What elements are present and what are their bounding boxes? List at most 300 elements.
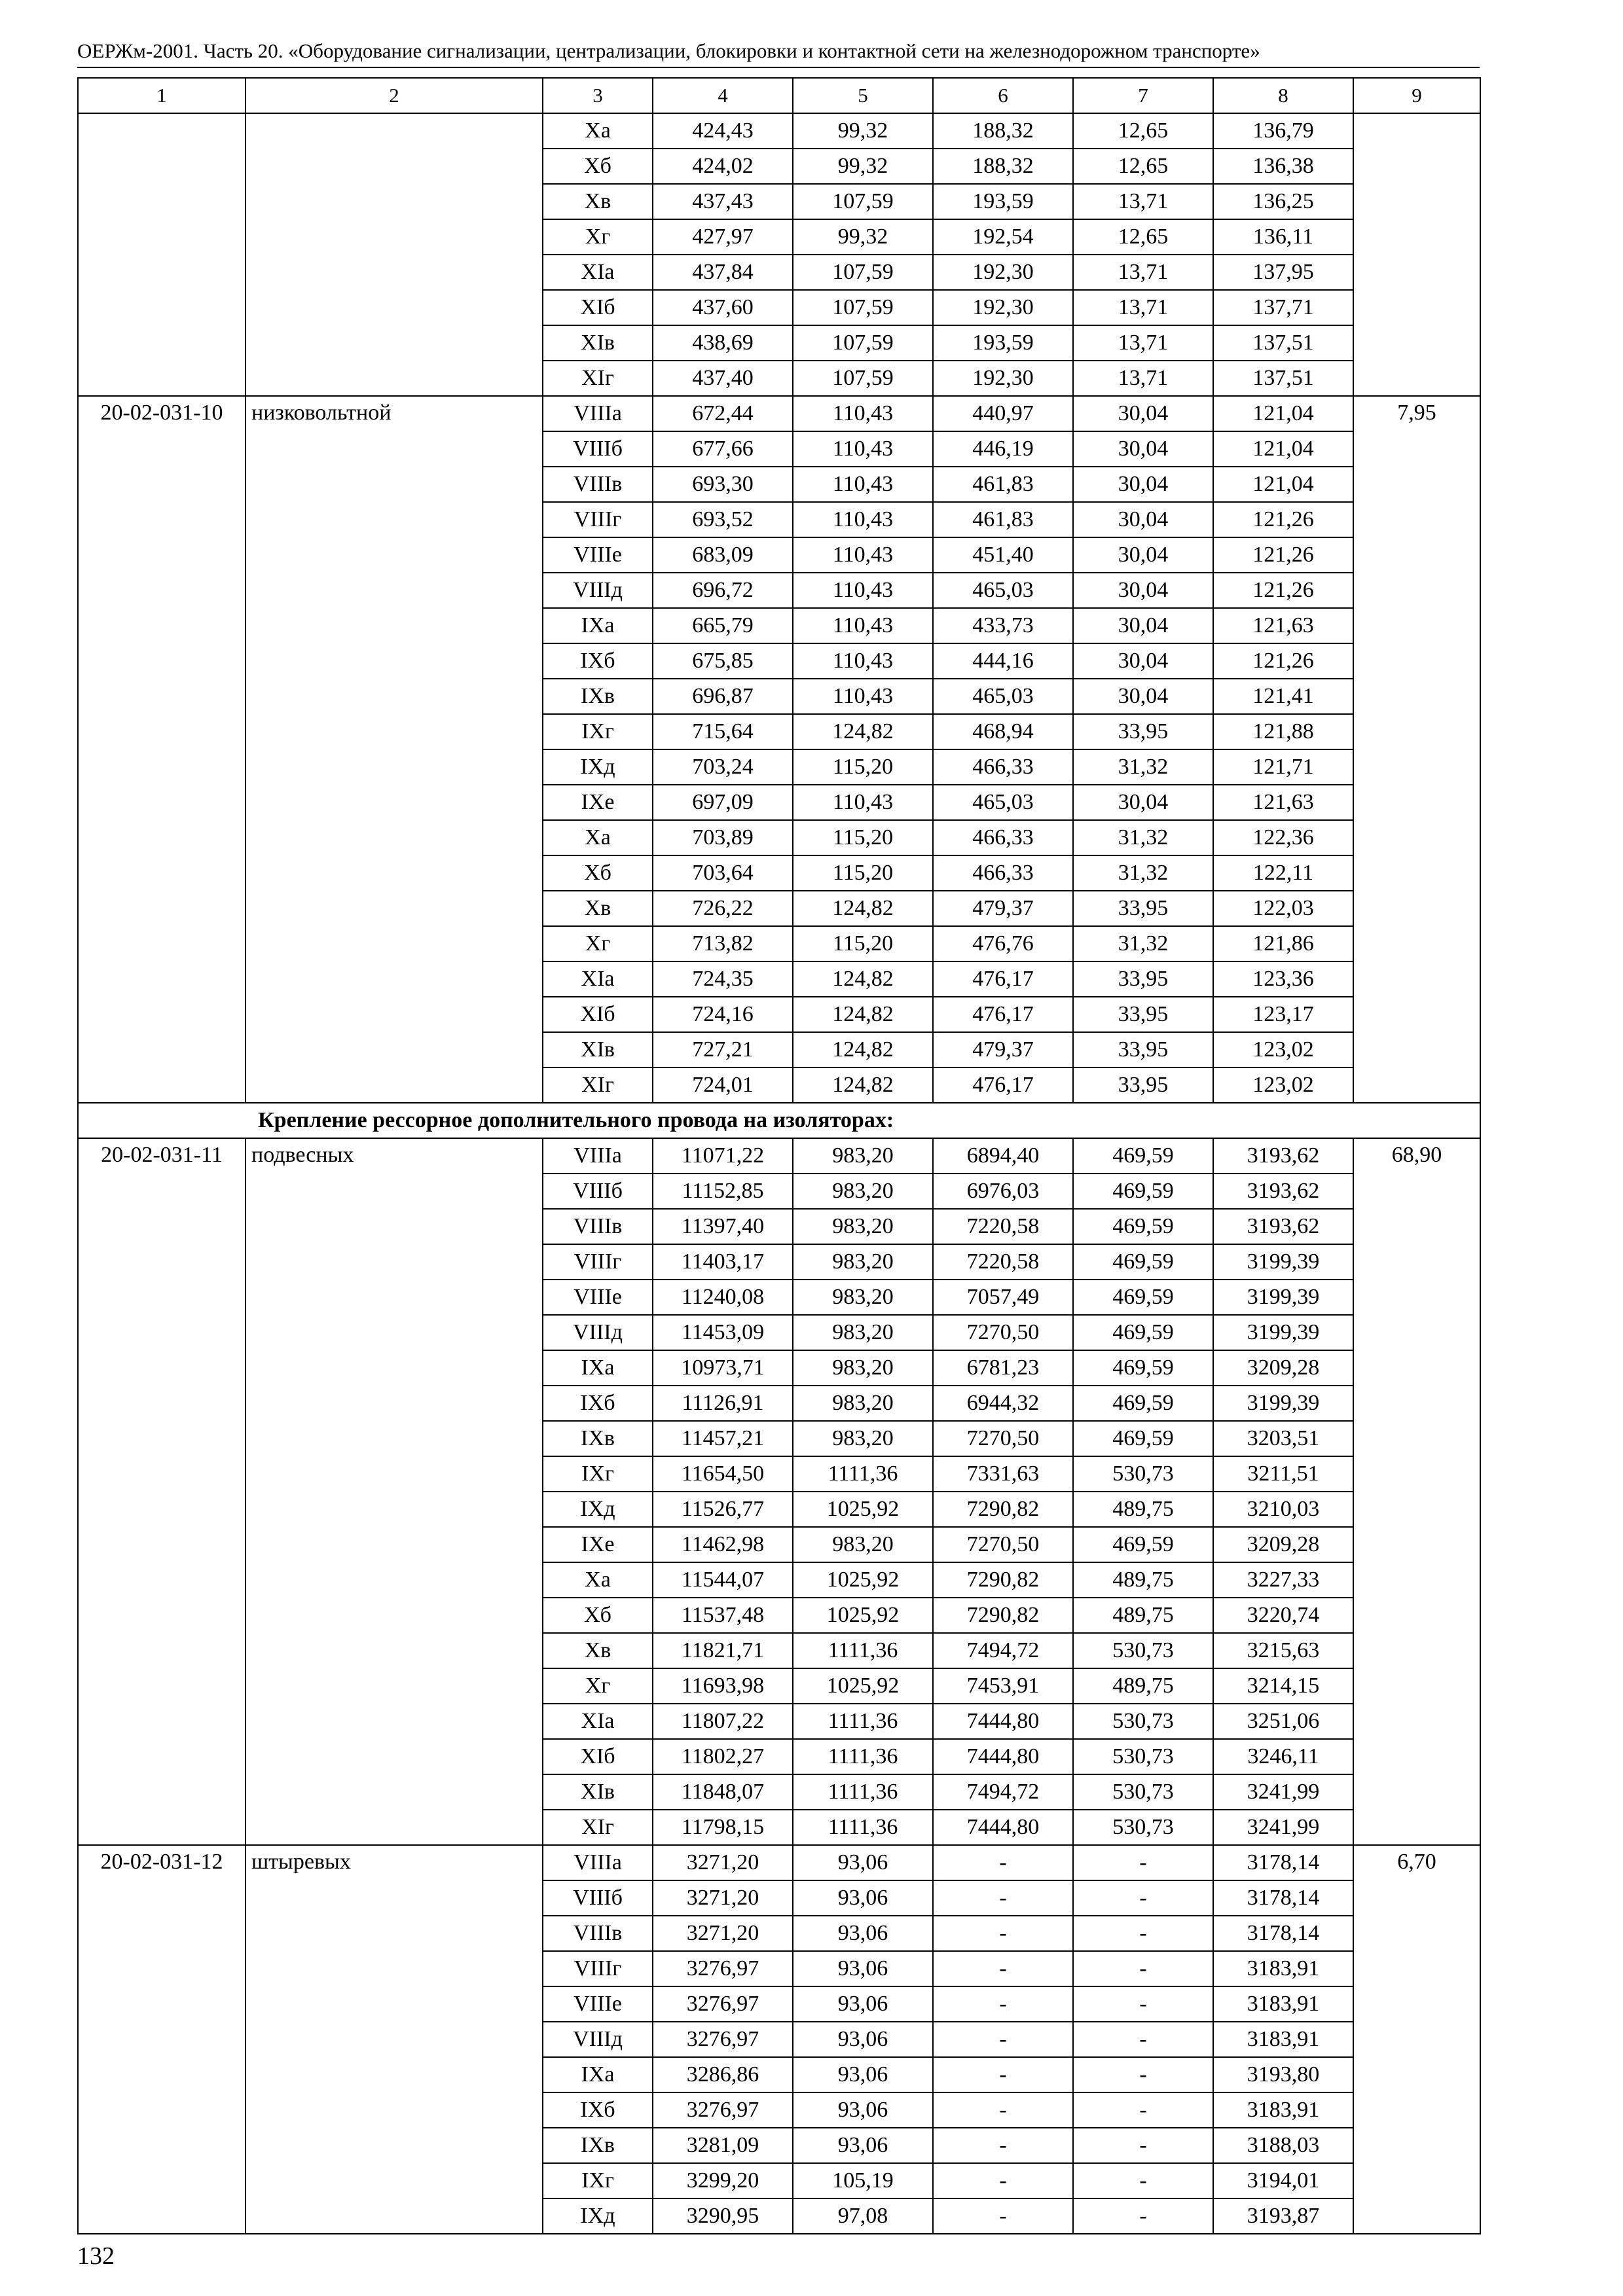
cell-col-8: 122,03 — [1213, 891, 1353, 926]
cell-col-3: VIIIб — [543, 1880, 653, 1916]
cell-col-6: 466,33 — [933, 820, 1073, 855]
cell-col-8: 136,25 — [1213, 184, 1353, 219]
cell-col-3: VIIIe — [543, 537, 653, 573]
cell-col-6: 193,59 — [933, 184, 1073, 219]
cell-col-8: 3209,28 — [1213, 1527, 1353, 1562]
cell-col-6: 451,40 — [933, 537, 1073, 573]
cell-col-8: 3199,39 — [1213, 1386, 1353, 1421]
cell-col-7: 530,73 — [1073, 1633, 1213, 1668]
cell-col-4: 11152,85 — [653, 1174, 793, 1209]
cell-col-6: 465,03 — [933, 679, 1073, 714]
cell-col-5: 983,20 — [793, 1174, 933, 1209]
cell-col-4: 665,79 — [653, 608, 793, 643]
cell-col-3: Xг — [543, 219, 653, 255]
cell-col-6: 6781,23 — [933, 1350, 1073, 1386]
cell-col-6: 6976,03 — [933, 1174, 1073, 1209]
cell-col-8: 3215,63 — [1213, 1633, 1353, 1668]
cell-col-7: 489,75 — [1073, 1598, 1213, 1633]
cell-col-6: - — [933, 1986, 1073, 2022]
cell-col-3: VIIIa — [543, 1138, 653, 1174]
column-header-8: 8 — [1213, 78, 1353, 113]
cell-col-4: 11240,08 — [653, 1280, 793, 1315]
cell-col-7: 469,59 — [1073, 1421, 1213, 1456]
item-code — [78, 113, 246, 396]
cell-col-5: 1111,36 — [793, 1739, 933, 1774]
cell-col-3: XIг — [543, 1810, 653, 1845]
cell-col-4: 3271,20 — [653, 1845, 793, 1880]
column-header-1: 1 — [78, 78, 246, 113]
cell-col-7: 33,95 — [1073, 997, 1213, 1032]
cell-col-8: 3199,39 — [1213, 1280, 1353, 1315]
table-row — [78, 1138, 1480, 1174]
cell-col-4: 11397,40 — [653, 1209, 793, 1244]
cell-col-5: 1111,36 — [793, 1810, 933, 1845]
cell-col-7: 13,71 — [1073, 290, 1213, 325]
cell-col-5: 93,06 — [793, 2057, 933, 2092]
cell-col-8: 3178,14 — [1213, 1845, 1353, 1880]
cell-col-8: 121,63 — [1213, 785, 1353, 820]
cell-col-4: 675,85 — [653, 643, 793, 679]
cell-col-8: 3188,03 — [1213, 2128, 1353, 2163]
cell-col-5: 983,20 — [793, 1421, 933, 1456]
cell-col-8: 3227,33 — [1213, 1562, 1353, 1598]
cell-col-6: 7444,80 — [933, 1704, 1073, 1739]
cell-col-3: VIIIб — [543, 431, 653, 467]
cell-col-7: 30,04 — [1073, 785, 1213, 820]
cell-col-7: 30,04 — [1073, 643, 1213, 679]
cell-col-8: 3193,80 — [1213, 2057, 1353, 2092]
cell-col-5: 124,82 — [793, 997, 933, 1032]
cell-col-4: 11821,71 — [653, 1633, 793, 1668]
cell-col-6: 7057,49 — [933, 1280, 1073, 1315]
cell-col-8: 121,63 — [1213, 608, 1353, 643]
cell-col-6: 192,30 — [933, 361, 1073, 396]
cell-col-6: 7220,58 — [933, 1209, 1073, 1244]
cell-col-5: 93,06 — [793, 2022, 933, 2057]
cell-col-8: 3193,62 — [1213, 1138, 1353, 1174]
cell-col-3: VIIIд — [543, 2022, 653, 2057]
cell-col-7: 13,71 — [1073, 361, 1213, 396]
cell-col-7: - — [1073, 2128, 1213, 2163]
cell-col-8: 121,88 — [1213, 714, 1353, 749]
cell-col-7: 30,04 — [1073, 679, 1213, 714]
cell-col-6: - — [933, 2057, 1073, 2092]
cell-col-8: 137,95 — [1213, 255, 1353, 290]
cell-col-7: 469,59 — [1073, 1386, 1213, 1421]
cell-col-4: 11462,98 — [653, 1527, 793, 1562]
cell-col-3: IXa — [543, 2057, 653, 2092]
cell-col-8: 136,79 — [1213, 113, 1353, 149]
cell-col-5: 107,59 — [793, 290, 933, 325]
cell-col-5: 983,20 — [793, 1315, 933, 1350]
cell-col-4: 672,44 — [653, 396, 793, 431]
cell-col-5: 110,43 — [793, 467, 933, 502]
cell-col-5: 983,20 — [793, 1244, 933, 1280]
cell-col-3: VIIIe — [543, 1986, 653, 2022]
cell-col-3: IXд — [543, 2198, 653, 2234]
cell-col-5: 93,06 — [793, 1845, 933, 1880]
item-coefficient: 6,70 — [1353, 1845, 1480, 2234]
cell-col-5: 115,20 — [793, 820, 933, 855]
cell-col-4: 424,43 — [653, 113, 793, 149]
cell-col-7: - — [1073, 1951, 1213, 1986]
cell-col-8: 3183,91 — [1213, 1986, 1353, 2022]
cell-col-7: 469,59 — [1073, 1244, 1213, 1280]
cell-col-5: 983,20 — [793, 1350, 933, 1386]
cell-col-8: 121,04 — [1213, 467, 1353, 502]
cell-col-6: 188,32 — [933, 149, 1073, 184]
cell-col-4: 3286,86 — [653, 2057, 793, 2092]
column-header-6: 6 — [933, 78, 1073, 113]
cell-col-7: 31,32 — [1073, 855, 1213, 891]
cell-col-5: 110,43 — [793, 537, 933, 573]
cell-col-3: VIIIe — [543, 1280, 653, 1315]
cell-col-3: Xб — [543, 149, 653, 184]
cell-col-6: 7290,82 — [933, 1492, 1073, 1527]
cell-col-3: IXб — [543, 1386, 653, 1421]
cell-col-7: 469,59 — [1073, 1209, 1213, 1244]
cell-col-5: 115,20 — [793, 855, 933, 891]
cell-col-6: 7270,50 — [933, 1421, 1073, 1456]
cell-col-3: VIIIг — [543, 1244, 653, 1280]
cell-col-7: 30,04 — [1073, 573, 1213, 608]
cell-col-6: 476,17 — [933, 997, 1073, 1032]
cell-col-3: XIб — [543, 290, 653, 325]
cell-col-5: 110,43 — [793, 643, 933, 679]
item-code: 20-02-031-10 — [78, 396, 246, 1103]
cell-col-6: 440,97 — [933, 396, 1073, 431]
item-name: низковольтной — [246, 396, 543, 1103]
cell-col-5: 93,06 — [793, 2128, 933, 2163]
item-name — [246, 113, 543, 396]
cell-col-6: 465,03 — [933, 785, 1073, 820]
cell-col-4: 438,69 — [653, 325, 793, 361]
cell-col-6: - — [933, 1880, 1073, 1916]
cell-col-3: Xг — [543, 1668, 653, 1704]
cell-col-6: - — [933, 2092, 1073, 2128]
cell-col-3: XIг — [543, 361, 653, 396]
cell-col-3: Xб — [543, 855, 653, 891]
cell-col-6: 6894,40 — [933, 1138, 1073, 1174]
cell-col-8: 3246,11 — [1213, 1739, 1353, 1774]
cell-col-7: 469,59 — [1073, 1138, 1213, 1174]
cell-col-6: - — [933, 1951, 1073, 1986]
cell-col-5: 93,06 — [793, 1986, 933, 2022]
cell-col-3: Xa — [543, 113, 653, 149]
cell-col-5: 1111,36 — [793, 1774, 933, 1810]
cell-col-8: 3183,91 — [1213, 2022, 1353, 2057]
item-code: 20-02-031-11 — [78, 1138, 246, 1845]
cell-col-3: VIIIв — [543, 1209, 653, 1244]
cell-col-5: 1025,92 — [793, 1562, 933, 1598]
cell-col-8: 121,71 — [1213, 749, 1353, 785]
column-header-5: 5 — [793, 78, 933, 113]
cell-col-8: 121,04 — [1213, 431, 1353, 467]
cell-col-7: 12,65 — [1073, 149, 1213, 184]
item-coefficient: 7,95 — [1353, 396, 1480, 1103]
column-header-2: 2 — [246, 78, 543, 113]
cell-col-8: 137,71 — [1213, 290, 1353, 325]
cell-col-8: 123,02 — [1213, 1067, 1353, 1103]
cell-col-3: IXв — [543, 1421, 653, 1456]
cell-col-5: 124,82 — [793, 891, 933, 926]
running-header: ОЕРЖм-2001. Часть 20. «Оборудование сигнализации, централизации, блокировки и контактной сети на железнодорожном транспорте» — [77, 39, 1260, 62]
cell-col-7: - — [1073, 1845, 1213, 1880]
cell-col-3: XIa — [543, 1704, 653, 1739]
cell-col-4: 696,72 — [653, 573, 793, 608]
cell-col-8: 136,11 — [1213, 219, 1353, 255]
column-header-4: 4 — [653, 78, 793, 113]
cell-col-7: 33,95 — [1073, 1032, 1213, 1067]
cell-col-8: 136,38 — [1213, 149, 1353, 184]
cell-col-5: 110,43 — [793, 608, 933, 643]
cell-col-3: Xб — [543, 1598, 653, 1633]
cell-col-3: Xa — [543, 820, 653, 855]
cell-col-3: XIг — [543, 1067, 653, 1103]
cell-col-8: 3199,39 — [1213, 1315, 1353, 1350]
cell-col-6: 433,73 — [933, 608, 1073, 643]
cell-col-5: 1111,36 — [793, 1633, 933, 1668]
page-number: 132 — [77, 2242, 115, 2270]
cell-col-7: - — [1073, 1916, 1213, 1951]
cell-col-7: - — [1073, 2057, 1213, 2092]
cell-col-7: 30,04 — [1073, 537, 1213, 573]
cell-col-6: 7453,91 — [933, 1668, 1073, 1704]
cell-col-6: - — [933, 2198, 1073, 2234]
cell-col-4: 11693,98 — [653, 1668, 793, 1704]
cell-col-8: 137,51 — [1213, 325, 1353, 361]
cell-col-3: IXд — [543, 1492, 653, 1527]
cell-col-7: 469,59 — [1073, 1280, 1213, 1315]
column-header-3: 3 — [543, 78, 653, 113]
cell-col-6: 192,30 — [933, 255, 1073, 290]
cell-col-4: 11126,91 — [653, 1386, 793, 1421]
cell-col-7: 489,75 — [1073, 1668, 1213, 1704]
cell-col-5: 107,59 — [793, 184, 933, 219]
cell-col-4: 713,82 — [653, 926, 793, 961]
cell-col-7: 489,75 — [1073, 1562, 1213, 1598]
cell-col-4: 703,24 — [653, 749, 793, 785]
column-header-row — [78, 78, 1480, 113]
cell-col-3: XIб — [543, 1739, 653, 1774]
cell-col-8: 3178,14 — [1213, 1880, 1353, 1916]
cell-col-8: 137,51 — [1213, 361, 1353, 396]
cell-col-3: IXa — [543, 1350, 653, 1386]
cell-col-8: 3193,62 — [1213, 1209, 1353, 1244]
cell-col-4: 693,30 — [653, 467, 793, 502]
cell-col-3: IXд — [543, 749, 653, 785]
cell-col-8: 123,17 — [1213, 997, 1353, 1032]
cell-col-3: IXг — [543, 2163, 653, 2198]
cell-col-4: 424,02 — [653, 149, 793, 184]
cell-col-8: 3199,39 — [1213, 1244, 1353, 1280]
cell-col-6: 444,16 — [933, 643, 1073, 679]
cell-col-8: 121,26 — [1213, 573, 1353, 608]
cell-col-8: 123,36 — [1213, 961, 1353, 997]
cell-col-4: 683,09 — [653, 537, 793, 573]
cell-col-5: 105,19 — [793, 2163, 933, 2198]
cell-col-6: 7444,80 — [933, 1739, 1073, 1774]
cell-col-4: 11807,22 — [653, 1704, 793, 1739]
cell-col-5: 124,82 — [793, 1067, 933, 1103]
cell-col-6: 476,17 — [933, 961, 1073, 997]
cell-col-7: - — [1073, 1880, 1213, 1916]
cell-col-3: VIIIг — [543, 1951, 653, 1986]
cell-col-6: 7444,80 — [933, 1810, 1073, 1845]
cell-col-4: 11654,50 — [653, 1456, 793, 1492]
cell-col-4: 11848,07 — [653, 1774, 793, 1810]
cell-col-7: 30,04 — [1073, 502, 1213, 537]
cell-col-6: - — [933, 2163, 1073, 2198]
cell-col-5: 110,43 — [793, 431, 933, 467]
cell-col-5: 99,32 — [793, 149, 933, 184]
cell-col-4: 437,60 — [653, 290, 793, 325]
cell-col-6: - — [933, 1845, 1073, 1880]
cell-col-7: 30,04 — [1073, 396, 1213, 431]
cell-col-5: 107,59 — [793, 361, 933, 396]
cell-col-8: 3209,28 — [1213, 1350, 1353, 1386]
cell-col-3: Xв — [543, 1633, 653, 1668]
cell-col-5: 983,20 — [793, 1527, 933, 1562]
cell-col-7: 530,73 — [1073, 1774, 1213, 1810]
cell-col-5: 1111,36 — [793, 1704, 933, 1739]
cell-col-3: Xг — [543, 926, 653, 961]
cell-col-5: 124,82 — [793, 1032, 933, 1067]
cell-col-5: 93,06 — [793, 2092, 933, 2128]
cell-col-6: 479,37 — [933, 1032, 1073, 1067]
cell-col-8: 3241,99 — [1213, 1774, 1353, 1810]
cell-col-4: 11457,21 — [653, 1421, 793, 1456]
item-code: 20-02-031-12 — [78, 1845, 246, 2234]
cell-col-8: 3183,91 — [1213, 2092, 1353, 2128]
cell-col-5: 1025,92 — [793, 1598, 933, 1633]
cell-col-7: 30,04 — [1073, 431, 1213, 467]
cell-col-3: XIв — [543, 1774, 653, 1810]
cell-col-6: 461,83 — [933, 502, 1073, 537]
cell-col-7: 530,73 — [1073, 1810, 1213, 1845]
cell-col-3: IXг — [543, 714, 653, 749]
cell-col-4: 726,22 — [653, 891, 793, 926]
cell-col-8: 121,41 — [1213, 679, 1353, 714]
cell-col-6: 466,33 — [933, 749, 1073, 785]
cell-col-7: - — [1073, 2198, 1213, 2234]
cell-col-4: 696,87 — [653, 679, 793, 714]
cell-col-4: 11453,09 — [653, 1315, 793, 1350]
cell-col-3: VIIIв — [543, 1916, 653, 1951]
cell-col-6: 7270,50 — [933, 1527, 1073, 1562]
cell-col-7: - — [1073, 2163, 1213, 2198]
cell-col-6: - — [933, 1916, 1073, 1951]
cell-col-6: 7494,72 — [933, 1633, 1073, 1668]
cell-col-3: XIв — [543, 1032, 653, 1067]
cell-col-7: 469,59 — [1073, 1174, 1213, 1209]
cell-col-4: 11537,48 — [653, 1598, 793, 1633]
cell-col-4: 703,89 — [653, 820, 793, 855]
cell-col-8: 3214,15 — [1213, 1668, 1353, 1704]
cell-col-6: 7270,50 — [933, 1315, 1073, 1350]
cell-col-3: VIIIa — [543, 396, 653, 431]
cell-col-8: 3178,14 — [1213, 1916, 1353, 1951]
cell-col-3: XIa — [543, 961, 653, 997]
cell-col-7: 33,95 — [1073, 1067, 1213, 1103]
cell-col-7: 13,71 — [1073, 325, 1213, 361]
cell-col-7: 530,73 — [1073, 1704, 1213, 1739]
cell-col-7: 12,65 — [1073, 113, 1213, 149]
cell-col-8: 123,02 — [1213, 1032, 1353, 1067]
cell-col-6: 468,94 — [933, 714, 1073, 749]
cell-col-7: 33,95 — [1073, 714, 1213, 749]
cell-col-3: IXв — [543, 2128, 653, 2163]
cell-col-4: 3276,97 — [653, 2022, 793, 2057]
cell-col-3: VIIIд — [543, 1315, 653, 1350]
cell-col-6: 476,76 — [933, 926, 1073, 961]
cell-col-6: 479,37 — [933, 891, 1073, 926]
cell-col-4: 3271,20 — [653, 1916, 793, 1951]
cell-col-5: 99,32 — [793, 113, 933, 149]
cell-col-4: 11544,07 — [653, 1562, 793, 1598]
cell-col-8: 121,04 — [1213, 396, 1353, 431]
cell-col-4: 3299,20 — [653, 2163, 793, 2198]
cell-col-4: 3276,97 — [653, 1951, 793, 1986]
cell-col-4: 3271,20 — [653, 1880, 793, 1916]
cell-col-8: 121,26 — [1213, 537, 1353, 573]
cell-col-8: 3203,51 — [1213, 1421, 1353, 1456]
cell-col-7: 31,32 — [1073, 820, 1213, 855]
cell-col-5: 124,82 — [793, 961, 933, 997]
cell-col-6: - — [933, 2128, 1073, 2163]
cell-col-3: XIв — [543, 325, 653, 361]
cell-col-8: 3194,01 — [1213, 2163, 1353, 2198]
cell-col-6: 7494,72 — [933, 1774, 1073, 1810]
cell-col-6: 7331,63 — [933, 1456, 1073, 1492]
table-row — [78, 396, 1480, 431]
cell-col-8: 3211,51 — [1213, 1456, 1353, 1492]
cell-col-7: 12,65 — [1073, 219, 1213, 255]
cell-col-6: 7290,82 — [933, 1598, 1073, 1633]
cell-col-8: 3210,03 — [1213, 1492, 1353, 1527]
cell-col-8: 3193,87 — [1213, 2198, 1353, 2234]
cell-col-5: 93,06 — [793, 1951, 933, 1986]
cell-col-5: 124,82 — [793, 714, 933, 749]
table-row — [78, 1845, 1480, 1880]
section-heading: Крепление рессорное дополнительного провода на изоляторах: — [78, 1103, 1480, 1138]
cell-col-4: 437,40 — [653, 361, 793, 396]
cell-col-7: 30,04 — [1073, 608, 1213, 643]
cell-col-7: 31,32 — [1073, 926, 1213, 961]
cell-col-6: 476,17 — [933, 1067, 1073, 1103]
cell-col-4: 11071,22 — [653, 1138, 793, 1174]
cell-col-5: 99,32 — [793, 219, 933, 255]
cell-col-8: 122,36 — [1213, 820, 1353, 855]
cell-col-7: - — [1073, 2022, 1213, 2057]
cell-col-5: 983,20 — [793, 1138, 933, 1174]
cell-col-7: 469,59 — [1073, 1315, 1213, 1350]
cell-col-8: 3183,91 — [1213, 1951, 1353, 1986]
cell-col-5: 93,06 — [793, 1916, 933, 1951]
cell-col-3: IXб — [543, 643, 653, 679]
cell-col-8: 3193,62 — [1213, 1174, 1353, 1209]
cell-col-7: 13,71 — [1073, 255, 1213, 290]
cell-col-4: 677,66 — [653, 431, 793, 467]
cell-col-4: 3290,95 — [653, 2198, 793, 2234]
cell-col-8: 3251,06 — [1213, 1704, 1353, 1739]
cell-col-5: 107,59 — [793, 325, 933, 361]
cell-col-4: 437,84 — [653, 255, 793, 290]
cell-col-7: 30,04 — [1073, 467, 1213, 502]
cell-col-6: 193,59 — [933, 325, 1073, 361]
item-name: штыревых — [246, 1845, 543, 2234]
cell-col-6: 192,54 — [933, 219, 1073, 255]
